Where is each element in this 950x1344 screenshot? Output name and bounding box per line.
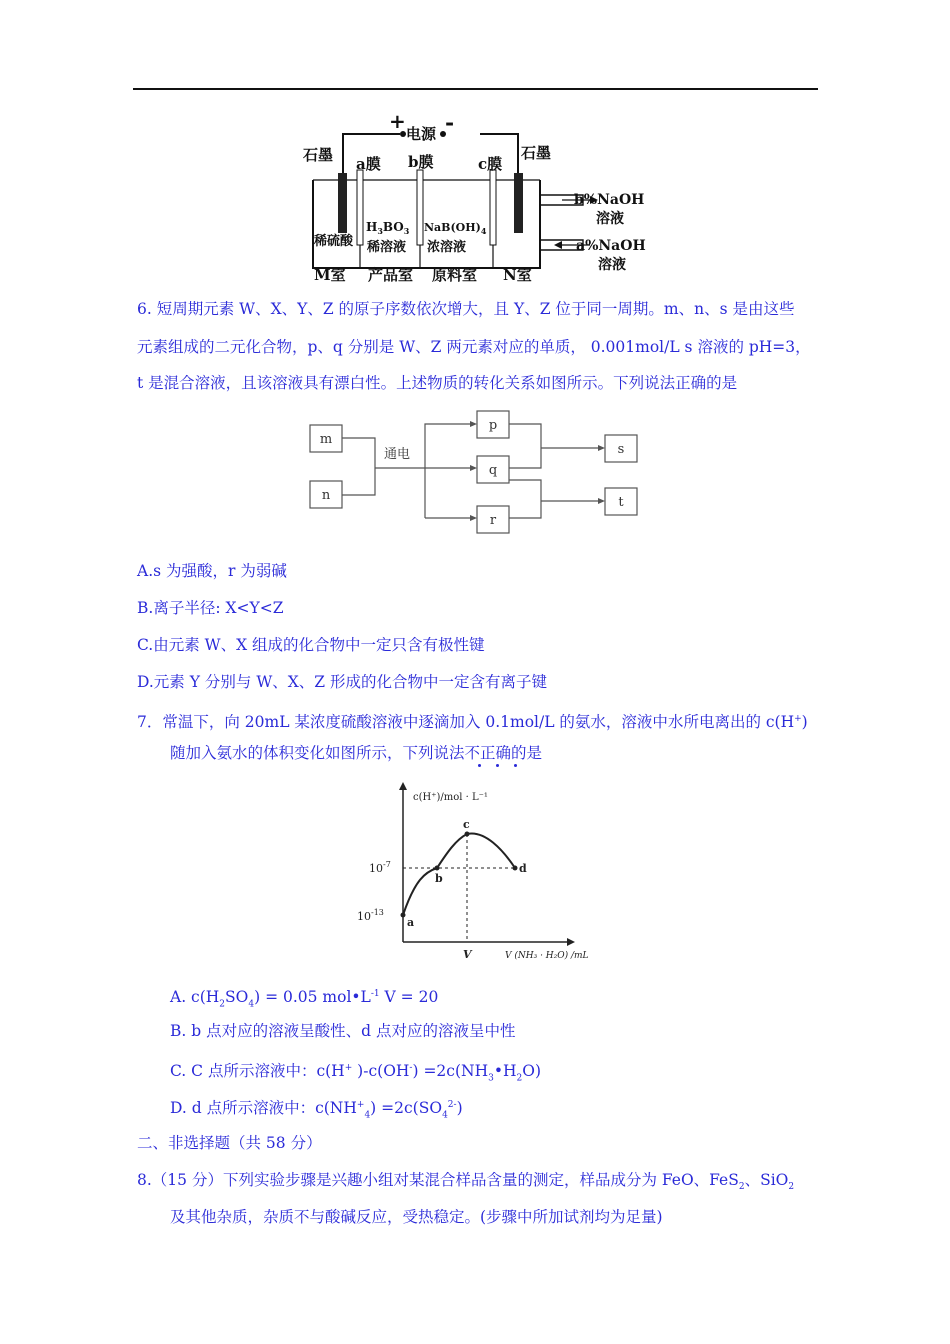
q6-line3: t 是混合溶液，且该溶液具有漂白性。上述物质的转化关系如图所示。下列说法正确的是	[137, 374, 738, 392]
q7-line2: 随加入氨水的体积变化如图所示，下列说法不正确的是	[170, 744, 543, 762]
transformation-flowchart	[305, 408, 650, 538]
membrane-b-label: b膜	[408, 153, 434, 171]
graphite-right-label: 石墨	[521, 144, 552, 162]
svg-text:10-7: $10^{-7}$	[369, 860, 391, 875]
q7-option-d: D. d 点所示溶液中：$c(NH^+_4) =2c(SO_4^{2-})$	[170, 1099, 463, 1121]
label-c: c	[463, 818, 470, 831]
q6-option-a: A.s 为强酸，r 为弱碱	[137, 562, 287, 580]
plus-sign: +	[389, 110, 406, 133]
graph-y-label: c(H⁺)/mol · L⁻¹	[413, 792, 488, 803]
label-d: d	[519, 862, 527, 875]
q7-curve	[403, 833, 515, 915]
q7-curve-graph	[355, 780, 630, 965]
flow-t: t	[618, 495, 624, 510]
electrolysis-cell-diagram	[300, 110, 660, 290]
flow-electrolysis: 通电	[383, 447, 411, 462]
graph-x-label: V (NH₃ · H₂O) /mL	[505, 951, 589, 961]
header-rule	[133, 88, 818, 90]
q6-line1: 6. 短周期元素 W、X、Y、Z 的原子序数依次增大，且 Y、Z 位于同一周期。m、n、s 是由这些	[137, 300, 795, 318]
label-b: b	[435, 872, 443, 885]
room-raw-label: 原料室	[432, 266, 478, 284]
flow-n: n	[321, 488, 331, 503]
graphite-left-label: 石墨	[303, 146, 334, 164]
flow-r: r	[489, 513, 497, 528]
membrane-a	[357, 170, 363, 245]
q8-line1: 8.（15 分）下列实验步骤是兴趣小组对某混合样品含量的测定，样品成分为 FeO、FeS$_2$、SiO$_2$	[137, 1171, 795, 1193]
room-n-label: N室	[503, 266, 532, 284]
room-m-label: M室	[314, 266, 346, 284]
graphite-electrode-left	[338, 173, 347, 233]
minus-sign: -	[445, 110, 455, 136]
power-label: 电源	[406, 125, 437, 143]
m-solution-label: 稀硫酸	[314, 234, 354, 249]
graphite-electrode-right	[514, 173, 523, 233]
q7-line1: 7．常温下，向 20mL 某浓度硫酸溶液中逐滴加入 0.1mol/L 的氨水，溶液中水所电离出的 c(H+)	[137, 713, 808, 732]
q7-option-a: A. $c(H_2SO_4) = 0.05$ $mol•L^{-1}$ V = 20	[170, 988, 439, 1010]
flow-s: s	[617, 442, 625, 457]
inlet-naoh-label: a%NaOH	[576, 238, 646, 254]
emphasis-dots	[478, 764, 538, 768]
product-solution-label: 稀溶液	[367, 240, 407, 255]
q7-option-c: C. C 点所示溶液中：c(H+ )$-c(OH^-) =2c(NH_3•H_2O)$	[170, 1062, 542, 1084]
membrane-a-label: a膜	[356, 155, 381, 173]
point-c	[465, 832, 470, 837]
svg-text:NaB(OH)4: $NaB(OH)_4$	[424, 221, 487, 236]
q8-line2: 及其他杂质，杂质不与酸碱反应，受热稳定。(步骤中所加试剂均为足量)	[170, 1208, 663, 1226]
q6-line2: 元素组成的二元化合物，p、q 分别是 W、Z 两元素对应的单质， 0.001mol/L s 溶液的 pH=3，	[137, 338, 811, 356]
outlet-solution-label: 溶液	[596, 211, 624, 227]
point-a	[401, 913, 406, 918]
q6-option-b: B.离子半径: X<Y<Z	[137, 599, 284, 617]
section-2-heading: 二、非选择题（共 58 分）	[137, 1134, 322, 1152]
point-b	[435, 866, 440, 871]
q6-option-d: D.元素 Y 分别与 W、X、Z 形成的化合物中一定含有离子键	[137, 673, 547, 691]
flow-m: m	[319, 432, 333, 447]
point-d	[513, 866, 518, 871]
membrane-c-label: c膜	[478, 155, 503, 173]
membrane-b	[417, 170, 423, 245]
flow-p: p	[488, 418, 498, 433]
flow-q: q	[488, 463, 498, 478]
room-product-label: 产品室	[368, 266, 414, 284]
outlet-naoh-label: b%NaOH	[574, 192, 645, 208]
q6-option-c: C.由元素 W、X 组成的化合物中一定只含有极性键	[137, 636, 485, 654]
q7-option-b: B. b 点对应的溶液呈酸性、d 点对应的溶液呈中性	[170, 1022, 516, 1040]
raw-solution-label: 浓溶液	[427, 240, 467, 255]
svg-text:10-13: $10^{-13}$	[357, 908, 384, 923]
svg-text:H3BO3: $H_3BO_3$	[366, 220, 410, 236]
inlet-solution-label: 溶液	[598, 257, 626, 273]
label-a: a	[407, 916, 415, 929]
graph-x-v: V	[463, 948, 472, 961]
membrane-c	[490, 170, 496, 245]
